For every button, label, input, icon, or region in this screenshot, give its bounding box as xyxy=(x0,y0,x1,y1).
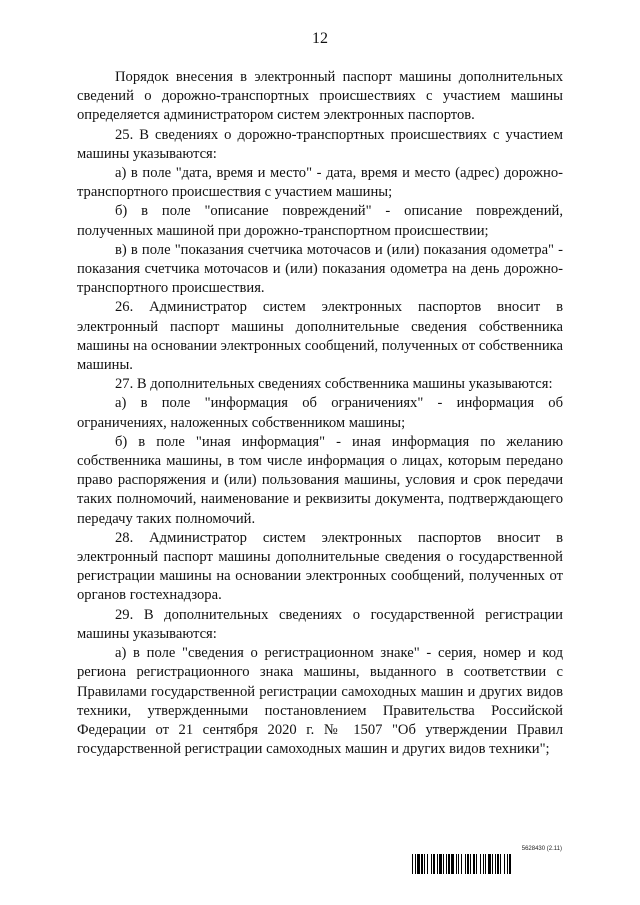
paragraph: 26. Администратор систем электронных паспортов вносит в электронный паспорт машины дополнительные сведения собственника машины на основании электронных сообщений, полученных от собственника машины. xyxy=(77,299,563,374)
paragraph: 27. В дополнительных сведениях собственника машины указываются: xyxy=(115,376,553,393)
paragraph: б) в поле "иная информация" - иная информация по желанию собственника машины, в том числе информация о лицах, которым передано право распоряжения и (или) пользования машины, условия и срок передачи таких полномочий, наименование и реквизиты документа, подтверждающего передачу таких полномочий. xyxy=(77,433,563,527)
barcode-icon xyxy=(412,854,562,874)
paragraph: а) в поле "сведения о регистрационном знаке" - серия, номер и код региона регистрационного знака машины, выданного в соответствии с Правилами государственной регистрации самоходных машин и других видов техники, утвержденными постановлением Правительства Российской Федерации от 21 сентября 2020 г. № 1507 "Об утверждении Правил государственной регистрации самоходных машин и других видов техники"; xyxy=(77,645,563,758)
barcode-number: 5628430 (2.11) xyxy=(521,846,562,852)
paragraph: Порядок внесения в электронный паспорт машины дополнительных сведений о дорожно-транспортных происшествиях с участием машины определяется администратором систем электронных паспортов. xyxy=(77,69,563,124)
barcode-block xyxy=(412,846,562,876)
page-number: 12 xyxy=(312,30,328,47)
paragraph: а) в поле "дата, время и место" - дата, время и место (адрес) дорожно-транспортного происшествия с участием машины; xyxy=(77,165,563,201)
document-body xyxy=(77,68,563,759)
paragraph: 29. В дополнительных сведениях о государственной регистрации машины указываются: xyxy=(77,606,563,642)
paragraph: 25. В сведениях о дорожно-транспортных происшествиях с участием машины указываются: xyxy=(77,126,563,162)
paragraph: в) в поле "показания счетчика моточасов и (или) показания одометра" - показания счетчика моточасов и (или) показания одометра на день дорожно-транспортного происшествия. xyxy=(77,241,563,297)
paragraph: а) в поле "информация об ограничениях" - информация об ограничениях, наложенных собственником машины; xyxy=(77,395,563,431)
paragraph: 28. Администратор систем электронных паспортов вносит в электронный паспорт машины дополнительные сведения о государственной регистрации машины на основании электронных сообщений, полученных от органов гостехнадзора. xyxy=(77,529,563,604)
paragraph: б) в поле "описание повреждений" - описание повреждений, полученных машиной при дорожно-транспортном происшествии; xyxy=(77,203,563,239)
